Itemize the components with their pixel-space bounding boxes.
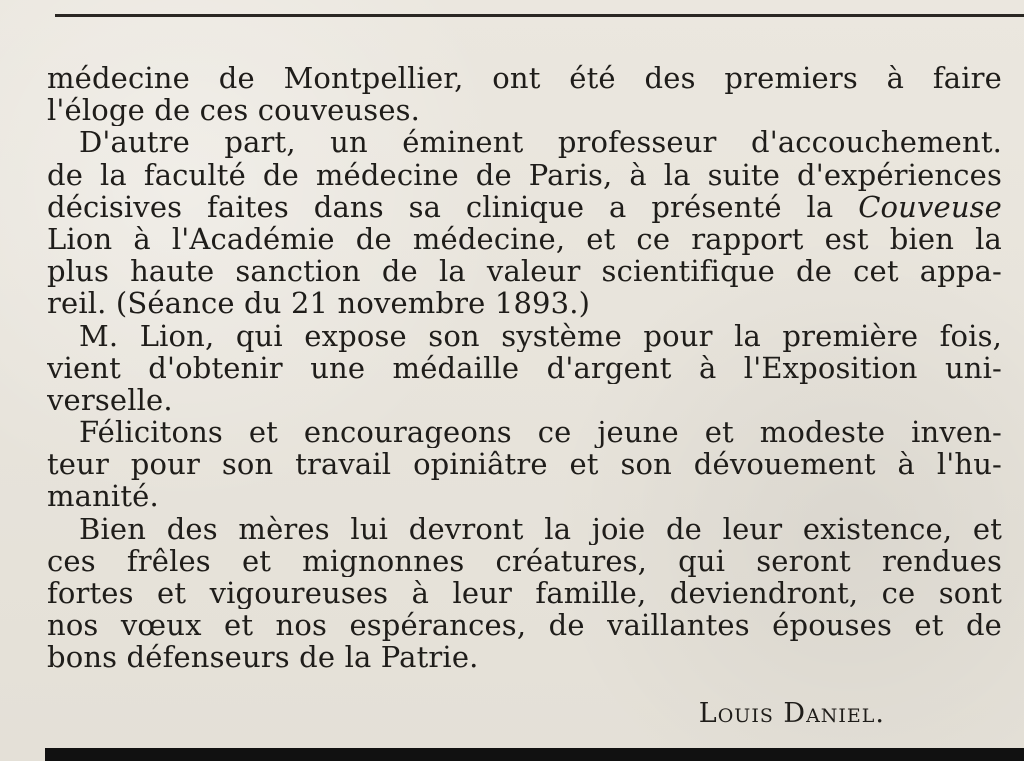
text-line-1: médecine de Montpellier, ont été des premiers à faire [47,62,1002,95]
text-line-11: verselle. [47,383,173,417]
text-line-17: fortes et vigoureuses à leur famille, deviendront, ce sont [47,577,1002,610]
text-line-4: de la faculté de médecine de Paris, à la suite d'expériences [47,158,1002,191]
author-signature: Louis Daniel. [698,698,885,729]
article-body [47,62,1002,674]
italic-couveuse: Couveuse [858,190,1002,223]
text-line-19: bons défenseurs de la Patrie. [47,641,479,674]
text-line-18: nos vœux et nos espérances, de vaillantes épouses et de [47,609,1002,642]
text-line-14: manité. [47,480,159,513]
text-line-15: Bien des mères lui devront la joie de leur existence, et [79,512,1002,545]
text-line-5 [47,191,1002,223]
text-line-3: D'autre part, un éminent professeur d'accouchement. [79,126,1002,159]
text-line-12: Félicitons et encourageons ce jeune et modeste inven- [79,416,1002,449]
text-line-5-part-1: décisives faites dans sa clinique a présenté la [47,190,834,223]
text-line-13: teur pour son travail opiniâtre et son dévouement à l'hu- [47,448,1002,481]
text-line-8: reil. (Séance du 21 novembre 1893.) [47,287,591,320]
text-line-6: Lion à l'Académie de médecine, et ce rapport est bien la [47,222,1002,256]
text-line-16: ces frêles et mignonnes créatures, qui seront rendues [47,544,1002,577]
text-line-9: M. Lion, qui expose son système pour la première fois, [79,319,1002,352]
top-divider [55,14,1024,17]
text-line-2: l'éloge de ces couveuses. [47,94,421,127]
text-line-10: vient d'obtenir une médaille d'argent à l'Exposition uni- [47,351,1002,384]
text-line-7: plus haute sanction de la valeur scientifique de cet appa- [47,255,1002,288]
bottom-divider [45,748,1024,761]
